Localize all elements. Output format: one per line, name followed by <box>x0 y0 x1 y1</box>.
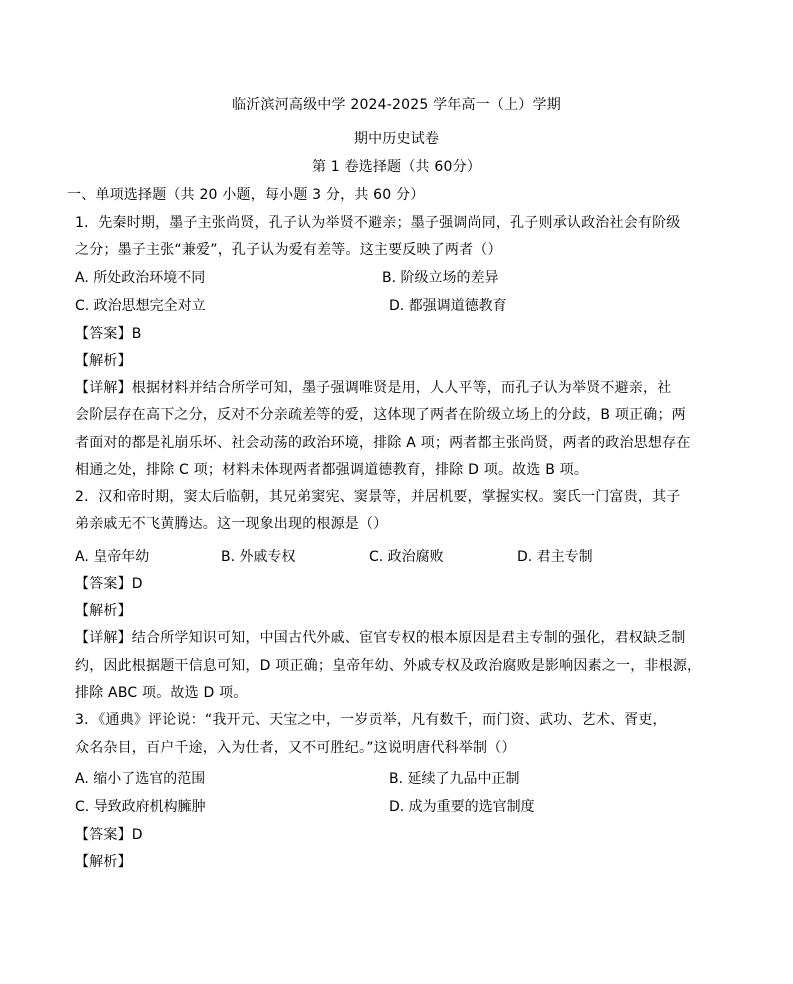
section-title: 第 1 卷选择题（共 60分） <box>311 159 482 175</box>
q2-detail-line3: 排除 ABC 项。故选 D 项。 <box>75 685 248 701</box>
q2-stem-line1: 2．汉和帝时期，窦太后临朝，其兄弟窦宪、窦景等，并居机要，掌握实权。窦氏一门富贵，其子 <box>75 489 681 505</box>
q2-answer: 【答案】D <box>75 576 143 592</box>
exam-title: 临沂滨河高级中学 2024-2025 学年高一（上）学期 <box>232 97 561 113</box>
q2-detail-line1: 【详解】结合所学知识可知，中国古代外戚、宦官专权的根本原因是君主专制的强化，君权缺乏制 <box>75 630 686 646</box>
q3-option-c: C. 导致政府机构臃肿 <box>75 799 206 815</box>
q3-analysis-label: 【解析】 <box>75 854 132 870</box>
q3-option-d: D. 成为重要的选官制度 <box>389 799 535 815</box>
q2-detail-line2: 约，因此根据题干信息可知，D 项正确；皇帝年幼、外戚专权及政治腐败是影响因素之一，非根源， <box>75 658 702 674</box>
q1-stem-line1: 1．先秦时期，墨子主张尚贤，孔子认为举贤不避亲；墨子强调尚同，孔子则承认政治社会有阶级 <box>75 215 681 231</box>
q2-option-c: C. 政治腐败 <box>369 549 444 565</box>
q2-stem-line2: 弟亲戚无不飞黄腾达。这一现象出现的根源是（） <box>75 516 388 532</box>
q1-stem-line2: 之分；墨子主张“兼爱”，孔子认为爱有差等。这主要反映了两者（） <box>75 242 502 258</box>
q2-analysis-label: 【解析】 <box>75 603 132 619</box>
q1-answer: 【答案】B <box>75 326 142 342</box>
part-heading: 一、单项选择题（共 20 小题，每小题 3 分，共 60 分） <box>67 187 425 203</box>
q3-stem-line2: 众名杂目，百户千途，入为仕者，又不可胜纪。”这说明唐代科举制（） <box>75 740 516 756</box>
q1-option-c: C. 政治思想完全对立 <box>75 298 206 314</box>
q1-detail-line2: 会阶层存在高下之分，反对不分亲疏差等的爱，这体现了两者在阶级立场上的分歧，B 项正确；两 <box>75 407 686 423</box>
q3-stem-line1: 3．《通典》评论说：“我开元、天宝之中，一岁贡举，凡有数千，而门资、武功、艺术、胥吏， <box>75 712 667 728</box>
q3-option-a: A. 缩小了选官的范围 <box>75 771 206 787</box>
q1-detail-line3: 者面对的都是礼崩乐坏、社会动荡的政治环境，排除 A 项；两者都主张尚贤，两者的政治思想存在 <box>75 435 691 451</box>
q1-detail-line1: 【详解】根据材料并结合所学可知，墨子强调唯贤是用，人人平等，而孔子认为举贤不避亲，社 <box>75 380 672 396</box>
q1-option-a: A. 所处政治环境不同 <box>75 270 206 286</box>
q1-detail-line4: 相通之处，排除 C 项；材料未体现两者都强调道德教育，排除 D 项。故选 B 项。 <box>75 462 589 478</box>
q1-analysis-label: 【解析】 <box>75 353 132 369</box>
q1-option-b: B. 阶级立场的差异 <box>382 270 499 286</box>
q2-option-d: D. 君主专制 <box>517 549 593 565</box>
q3-answer: 【答案】D <box>75 827 143 843</box>
q2-option-b: B. 外戚专权 <box>221 549 296 565</box>
q2-option-a: A. 皇帝年幼 <box>75 549 150 565</box>
q1-option-d: D. 都强调道德教育 <box>389 298 507 314</box>
q3-option-b: B. 延续了九品中正制 <box>389 771 520 787</box>
exam-subtitle: 期中历史试卷 <box>353 131 440 147</box>
